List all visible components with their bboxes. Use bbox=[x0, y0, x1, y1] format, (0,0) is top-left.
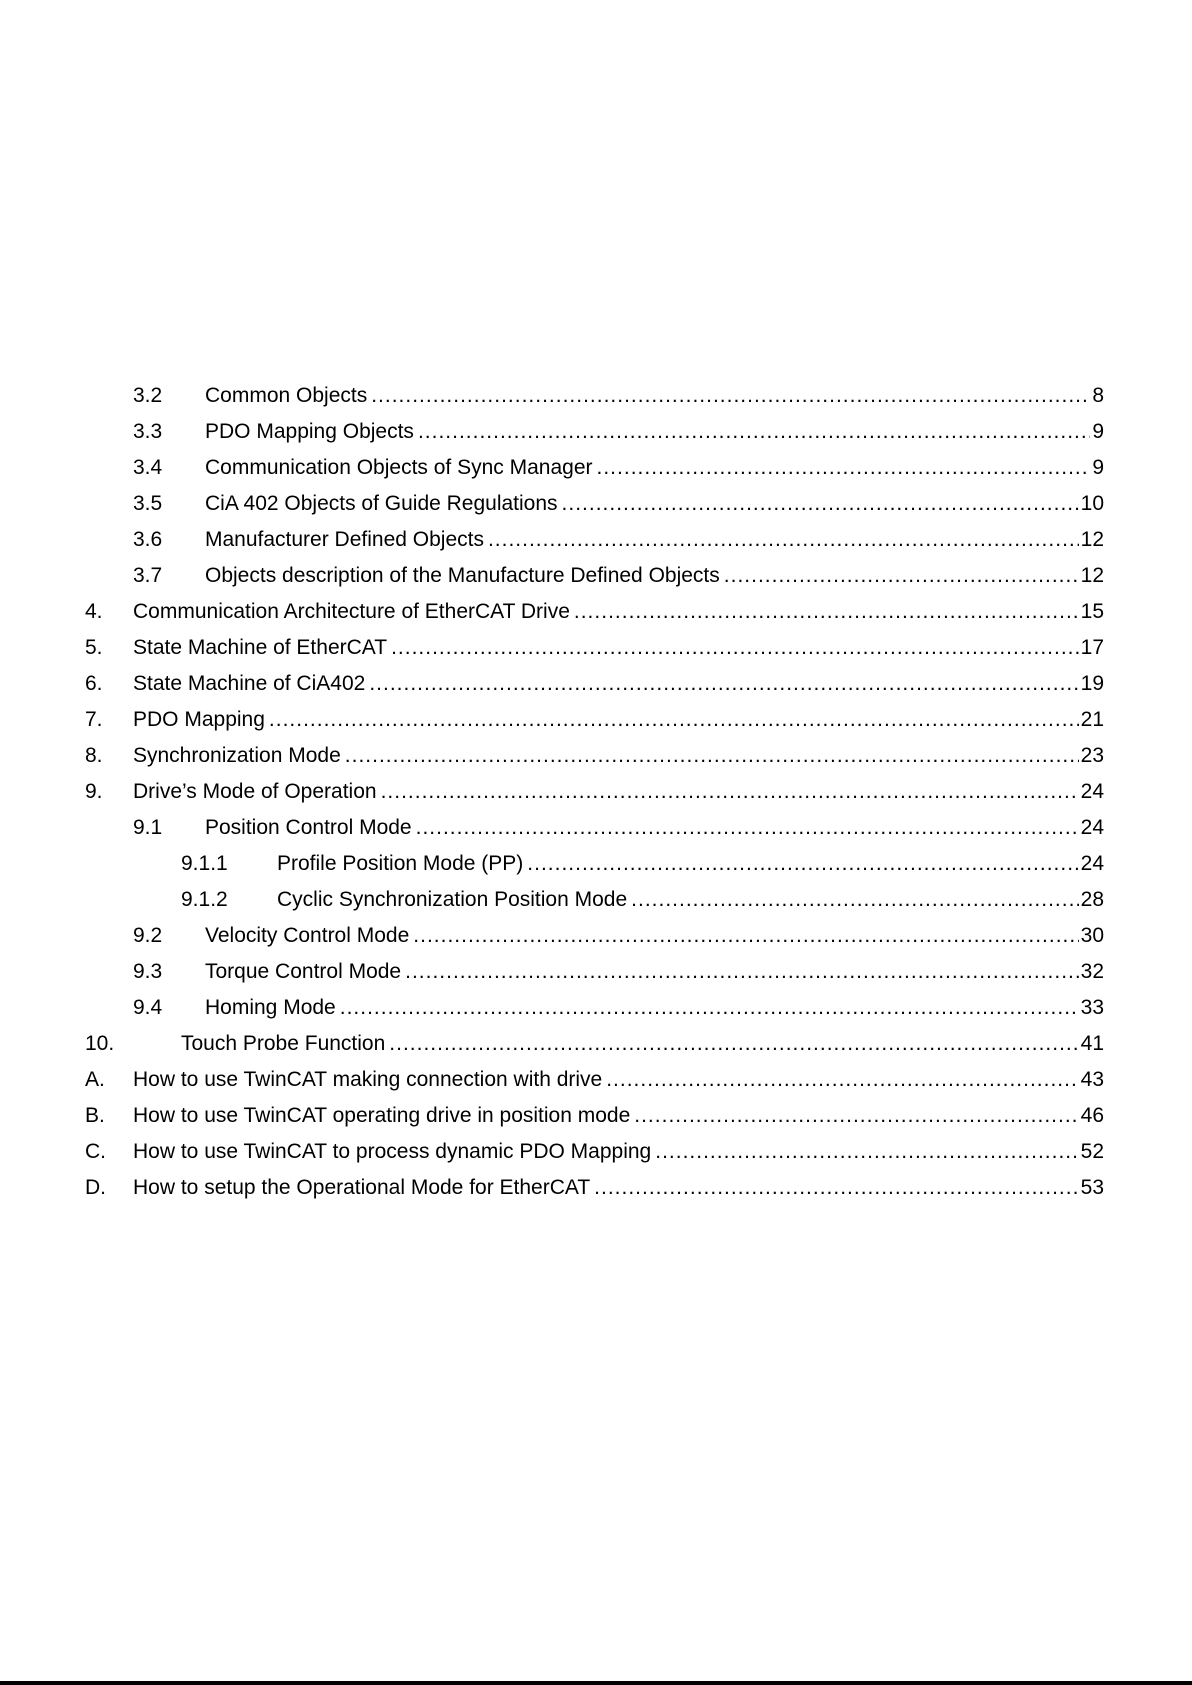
toc-dot-leader bbox=[405, 954, 1079, 990]
toc-entry-title: Objects description of the Manufacture Defined Objects bbox=[205, 564, 720, 587]
toc-entry-number: 9. bbox=[85, 780, 103, 803]
toc-entry-title: Position Control Mode bbox=[205, 816, 412, 839]
toc-dot-leader bbox=[381, 774, 1079, 810]
toc-entry[interactable] bbox=[0, 378, 1192, 414]
toc-entry-number: C. bbox=[85, 1140, 106, 1163]
toc-entry-page-number: 12 bbox=[1080, 528, 1104, 551]
toc-entry[interactable] bbox=[0, 738, 1192, 774]
toc-entry[interactable] bbox=[0, 882, 1192, 918]
toc-dot-leader bbox=[416, 810, 1079, 846]
toc-entry-number: B. bbox=[85, 1104, 105, 1127]
toc-dot-leader bbox=[418, 414, 1090, 450]
toc-entry[interactable] bbox=[0, 954, 1192, 990]
toc-entry[interactable] bbox=[0, 1134, 1192, 1170]
toc-dot-leader bbox=[371, 378, 1090, 414]
toc-entry-title: Torque Control Mode bbox=[205, 960, 402, 983]
toc-entry-number: 9.2 bbox=[133, 924, 163, 947]
toc-entry[interactable] bbox=[0, 846, 1192, 882]
toc-entry[interactable] bbox=[0, 774, 1192, 810]
toc-entry-body bbox=[133, 1062, 1104, 1098]
toc-entry-title: Synchronization Mode bbox=[133, 744, 341, 767]
toc-entry-number: 6. bbox=[85, 672, 103, 695]
toc-entry[interactable] bbox=[0, 558, 1192, 594]
toc-entry-page-number: 9 bbox=[1092, 420, 1104, 443]
toc-dot-leader bbox=[724, 558, 1079, 594]
toc-entry-body bbox=[205, 954, 1104, 990]
toc-entry-number: D. bbox=[85, 1176, 106, 1199]
toc-entry-title: Manufacturer Defined Objects bbox=[205, 528, 484, 551]
toc-entry[interactable] bbox=[0, 1062, 1192, 1098]
toc-entry-page-number: 53 bbox=[1080, 1176, 1104, 1199]
toc-entry-page-number: 32 bbox=[1080, 960, 1104, 983]
toc-entry-body bbox=[205, 558, 1104, 594]
toc-dot-leader bbox=[597, 450, 1091, 486]
toc-entry-title: State Machine of EtherCAT bbox=[133, 636, 388, 659]
toc-entry[interactable] bbox=[0, 702, 1192, 738]
toc-entry-body bbox=[133, 666, 1104, 702]
toc-entry-page-number: 17 bbox=[1080, 636, 1104, 659]
toc-entry[interactable] bbox=[0, 414, 1192, 450]
toc-entry-page-number: 8 bbox=[1092, 384, 1104, 407]
table-of-contents bbox=[0, 378, 1192, 1206]
toc-entry[interactable] bbox=[0, 486, 1192, 522]
toc-entry-title: PDO Mapping Objects bbox=[205, 420, 414, 443]
toc-entry-title: Touch Probe Function bbox=[181, 1032, 386, 1055]
toc-entry-number: 8. bbox=[85, 744, 103, 767]
toc-entry-page-number: 28 bbox=[1080, 888, 1104, 911]
toc-dot-leader bbox=[527, 846, 1078, 882]
toc-dot-leader bbox=[345, 738, 1079, 774]
toc-entry-page-number: 19 bbox=[1080, 672, 1104, 695]
toc-entry-body bbox=[277, 882, 1104, 918]
toc-entry[interactable] bbox=[0, 450, 1192, 486]
toc-entry-number: 3.7 bbox=[133, 564, 163, 587]
toc-entry-title: State Machine of CiA402 bbox=[133, 672, 366, 695]
toc-entry-title: How to use TwinCAT making connection with drive bbox=[133, 1068, 603, 1091]
toc-entry-page-number: 24 bbox=[1080, 780, 1104, 803]
toc-dot-leader bbox=[488, 522, 1079, 558]
toc-dot-leader bbox=[606, 1062, 1078, 1098]
toc-entry-title: Velocity Control Mode bbox=[205, 924, 410, 947]
toc-entry-title: How to use TwinCAT operating drive in position mode bbox=[133, 1104, 631, 1127]
toc-entry-page-number: 21 bbox=[1080, 708, 1104, 731]
toc-entry-page-number: 46 bbox=[1080, 1104, 1104, 1127]
toc-entry-number: 5. bbox=[85, 636, 103, 659]
toc-entry-number: 4. bbox=[85, 600, 103, 623]
toc-entry-title: Communication Architecture of EtherCAT Drive bbox=[133, 600, 570, 623]
toc-entry[interactable] bbox=[0, 810, 1192, 846]
toc-entry-body bbox=[133, 1098, 1104, 1134]
toc-entry-body bbox=[205, 486, 1104, 522]
toc-entry-title: How to use TwinCAT to process dynamic PDO Mapping bbox=[133, 1140, 652, 1163]
toc-entry-page-number: 33 bbox=[1080, 996, 1104, 1019]
toc-dot-leader bbox=[631, 882, 1078, 918]
toc-entry-number: 3.6 bbox=[133, 528, 163, 551]
toc-entry-page-number: 43 bbox=[1080, 1068, 1104, 1091]
toc-entry-title: Cyclic Synchronization Position Mode bbox=[277, 888, 628, 911]
toc-dot-leader bbox=[594, 1170, 1078, 1206]
toc-dot-leader bbox=[391, 630, 1079, 666]
toc-dot-leader bbox=[369, 666, 1078, 702]
toc-entry-body bbox=[133, 738, 1104, 774]
toc-entry-number: 7. bbox=[85, 708, 103, 731]
toc-entry-body bbox=[181, 1026, 1104, 1062]
page-bottom-rule bbox=[0, 1681, 1192, 1685]
toc-entry-title: Communication Objects of Sync Manager bbox=[205, 456, 593, 479]
toc-entry-body bbox=[133, 1170, 1104, 1206]
toc-dot-leader bbox=[269, 702, 1079, 738]
toc-entry-number: 3.3 bbox=[133, 420, 163, 443]
toc-entry-page-number: 12 bbox=[1080, 564, 1104, 587]
toc-entry-page-number: 15 bbox=[1080, 600, 1104, 623]
toc-entry-body bbox=[205, 990, 1104, 1026]
toc-entry-page-number: 24 bbox=[1080, 852, 1104, 875]
toc-dot-leader bbox=[413, 918, 1078, 954]
toc-entry-number: A. bbox=[85, 1068, 105, 1091]
toc-entry-body bbox=[205, 918, 1104, 954]
toc-entry-title: Common Objects bbox=[205, 384, 368, 407]
toc-entry-body bbox=[205, 810, 1104, 846]
toc-entry-page-number: 9 bbox=[1092, 456, 1104, 479]
toc-entry-body bbox=[133, 774, 1104, 810]
toc-dot-leader bbox=[340, 990, 1079, 1026]
toc-entry-title: How to setup the Operational Mode for EtherCAT bbox=[133, 1176, 591, 1199]
toc-entry[interactable] bbox=[0, 666, 1192, 702]
toc-entry[interactable] bbox=[0, 918, 1192, 954]
toc-entry-number: 9.1 bbox=[133, 816, 163, 839]
toc-entry-body bbox=[205, 378, 1104, 414]
toc-entry-title: CiA 402 Objects of Guide Regulations bbox=[205, 492, 558, 515]
toc-dot-leader bbox=[389, 1026, 1078, 1062]
toc-entry-body bbox=[205, 414, 1104, 450]
toc-entry[interactable] bbox=[0, 630, 1192, 666]
toc-entry-number: 10. bbox=[85, 1032, 115, 1055]
toc-entry-body bbox=[205, 522, 1104, 558]
toc-entry-page-number: 30 bbox=[1080, 924, 1104, 947]
toc-entry-body bbox=[277, 846, 1104, 882]
toc-entry[interactable] bbox=[0, 1170, 1192, 1206]
toc-dot-leader bbox=[574, 594, 1079, 630]
toc-entry[interactable] bbox=[0, 990, 1192, 1026]
toc-entry-body bbox=[133, 594, 1104, 630]
toc-entry-page-number: 52 bbox=[1080, 1140, 1104, 1163]
toc-entry-title: PDO Mapping bbox=[133, 708, 265, 731]
toc-entry-body bbox=[133, 630, 1104, 666]
toc-entry-page-number: 41 bbox=[1080, 1032, 1104, 1055]
toc-entry[interactable] bbox=[0, 594, 1192, 630]
toc-entry-page-number: 23 bbox=[1080, 744, 1104, 767]
toc-entry-page-number: 24 bbox=[1080, 816, 1104, 839]
toc-entry-body bbox=[133, 1134, 1104, 1170]
toc-entry-number: 3.4 bbox=[133, 456, 163, 479]
toc-entry-number: 9.1.1 bbox=[181, 852, 228, 875]
toc-entry-title: Homing Mode bbox=[205, 996, 336, 1019]
toc-dot-leader bbox=[562, 486, 1079, 522]
toc-entry-page-number: 10 bbox=[1080, 492, 1104, 515]
toc-entry-title: Drive’s Mode of Operation bbox=[133, 780, 377, 803]
toc-entry-number: 3.5 bbox=[133, 492, 163, 515]
toc-entry-number: 9.3 bbox=[133, 960, 163, 983]
toc-dot-leader bbox=[634, 1098, 1078, 1134]
toc-entry-number: 3.2 bbox=[133, 384, 163, 407]
toc-dot-leader bbox=[655, 1134, 1078, 1170]
toc-entry-number: 9.4 bbox=[133, 996, 163, 1019]
toc-entry[interactable] bbox=[0, 1026, 1192, 1062]
toc-entry-title: Profile Position Mode (PP) bbox=[277, 852, 524, 875]
toc-entry[interactable] bbox=[0, 1098, 1192, 1134]
toc-entry-body bbox=[133, 702, 1104, 738]
toc-entry-body bbox=[205, 450, 1104, 486]
toc-entry-number: 9.1.2 bbox=[181, 888, 228, 911]
toc-entry[interactable] bbox=[0, 522, 1192, 558]
